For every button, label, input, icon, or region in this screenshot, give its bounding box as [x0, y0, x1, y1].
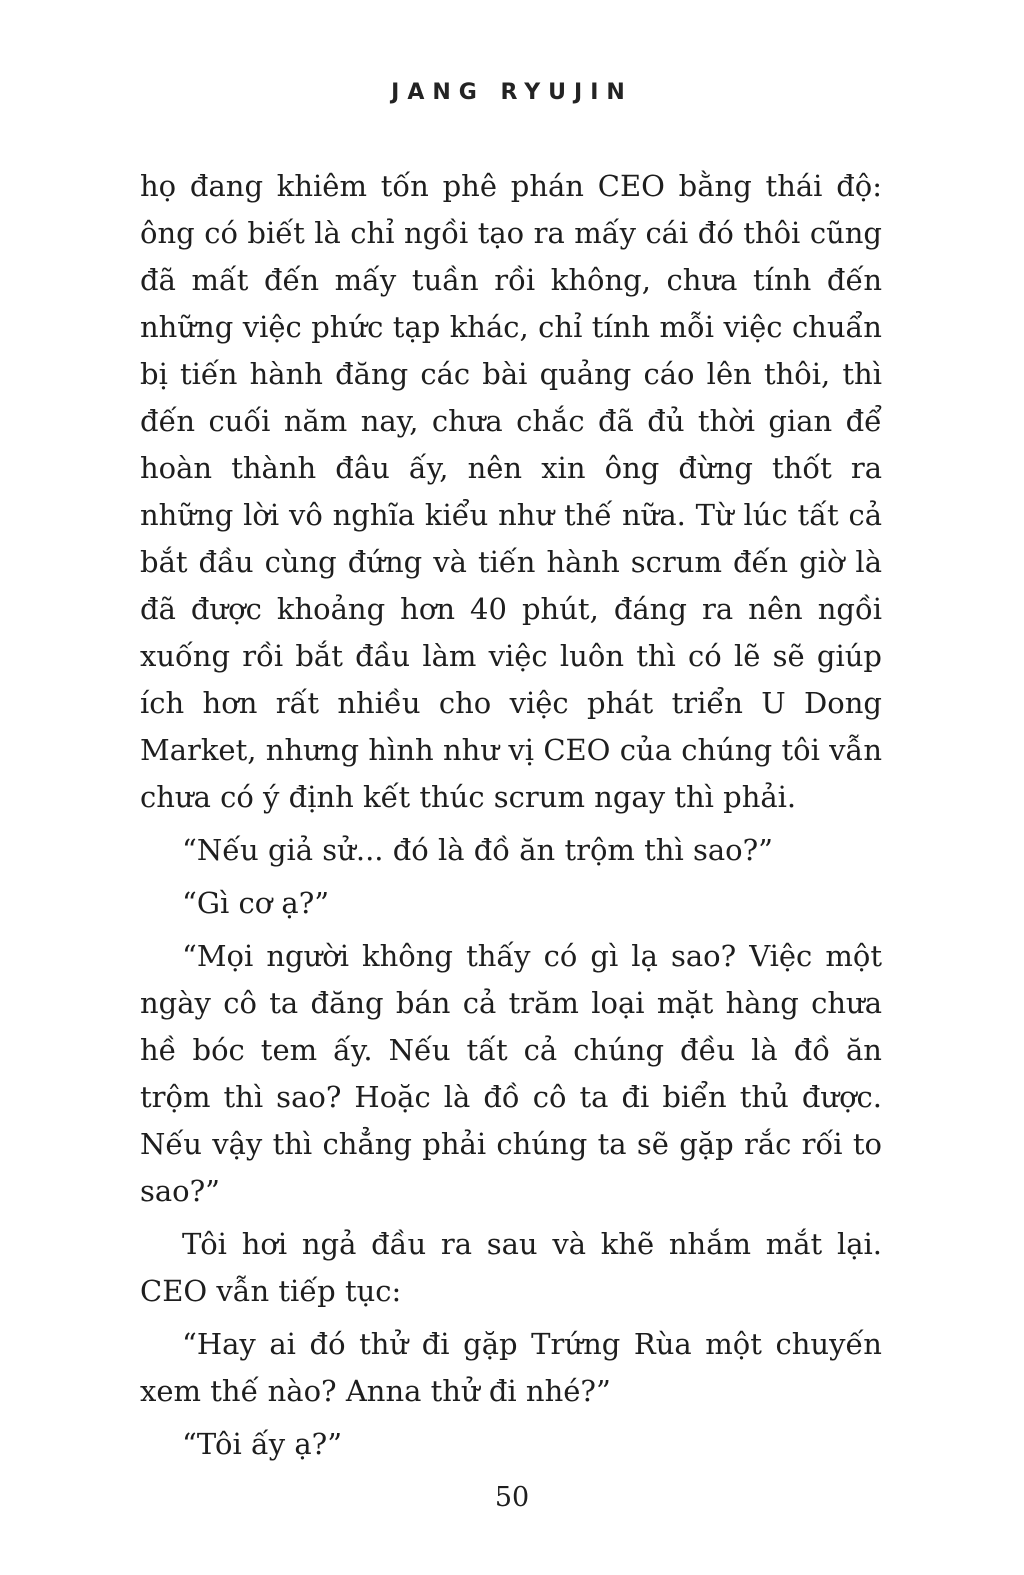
- paragraph: họ đang khiêm tốn phê phán CEO bằng thái độ: ông có biết là chỉ ngồi tạo ra mấy cái đó thôi cũng đã mất đến mấy tuần rồi không, chưa tính đến những việc phức tạp khác, chỉ tính mỗi việc chuẩn bị tiến hành đăng các bài quảng cáo lên thôi, thì đến cuối năm nay, chưa chắc đã đủ thời gian để hoàn thành đâu ấy, nên xin ông đừng thốt ra những lời vô nghĩa kiểu như thế nữa. Từ lúc tất cả bắt đầu cùng đứng và tiến hành scrum đến giờ là đã được khoảng hơn 40 phút, đáng ra nên ngồi xuống rồi bắt đầu làm việc luôn thì có lẽ sẽ giúp ích hơn rất nhiều cho việc phát triển U Dong Market, nhưng hình như vị CEO của chúng tôi vẫn chưa có ý định kết thúc scrum ngay thì phải.: [140, 169, 882, 814]
- paragraph-dialogue: “Mọi người không thấy có gì lạ sao? Việc một ngày cô ta đăng bán cả trăm loại mặt hàng chưa hề bóc tem ấy. Nếu tất cả chúng đều là đồ ăn trộm thì sao? Hoặc là đồ cô ta đi biển thủ được. Nếu vậy thì chẳng phải chúng ta sẽ gặp rắc rối to sao?”: [140, 939, 882, 1208]
- paragraph-dialogue: “Hay ai đó thử đi gặp Trứng Rùa một chuyến xem thế nào? Anna thử đi nhé?”: [140, 1327, 882, 1408]
- paragraph-dialogue: “Gì cơ ạ?”: [182, 886, 330, 920]
- paragraph-dialogue: “Nếu giả sử... đó là đồ ăn trộm thì sao?”: [182, 833, 773, 867]
- page-number: 50: [494, 1482, 530, 1513]
- paragraph-dialogue: “Tôi ấy ạ?”: [182, 1427, 343, 1461]
- paragraph: Tôi hơi ngả đầu ra sau và khẽ nhắm mắt lại. CEO vẫn tiếp tục:: [140, 1227, 882, 1308]
- running-header-author: JANG RYUJIN: [391, 80, 633, 105]
- page-body-text: [140, 163, 882, 1468]
